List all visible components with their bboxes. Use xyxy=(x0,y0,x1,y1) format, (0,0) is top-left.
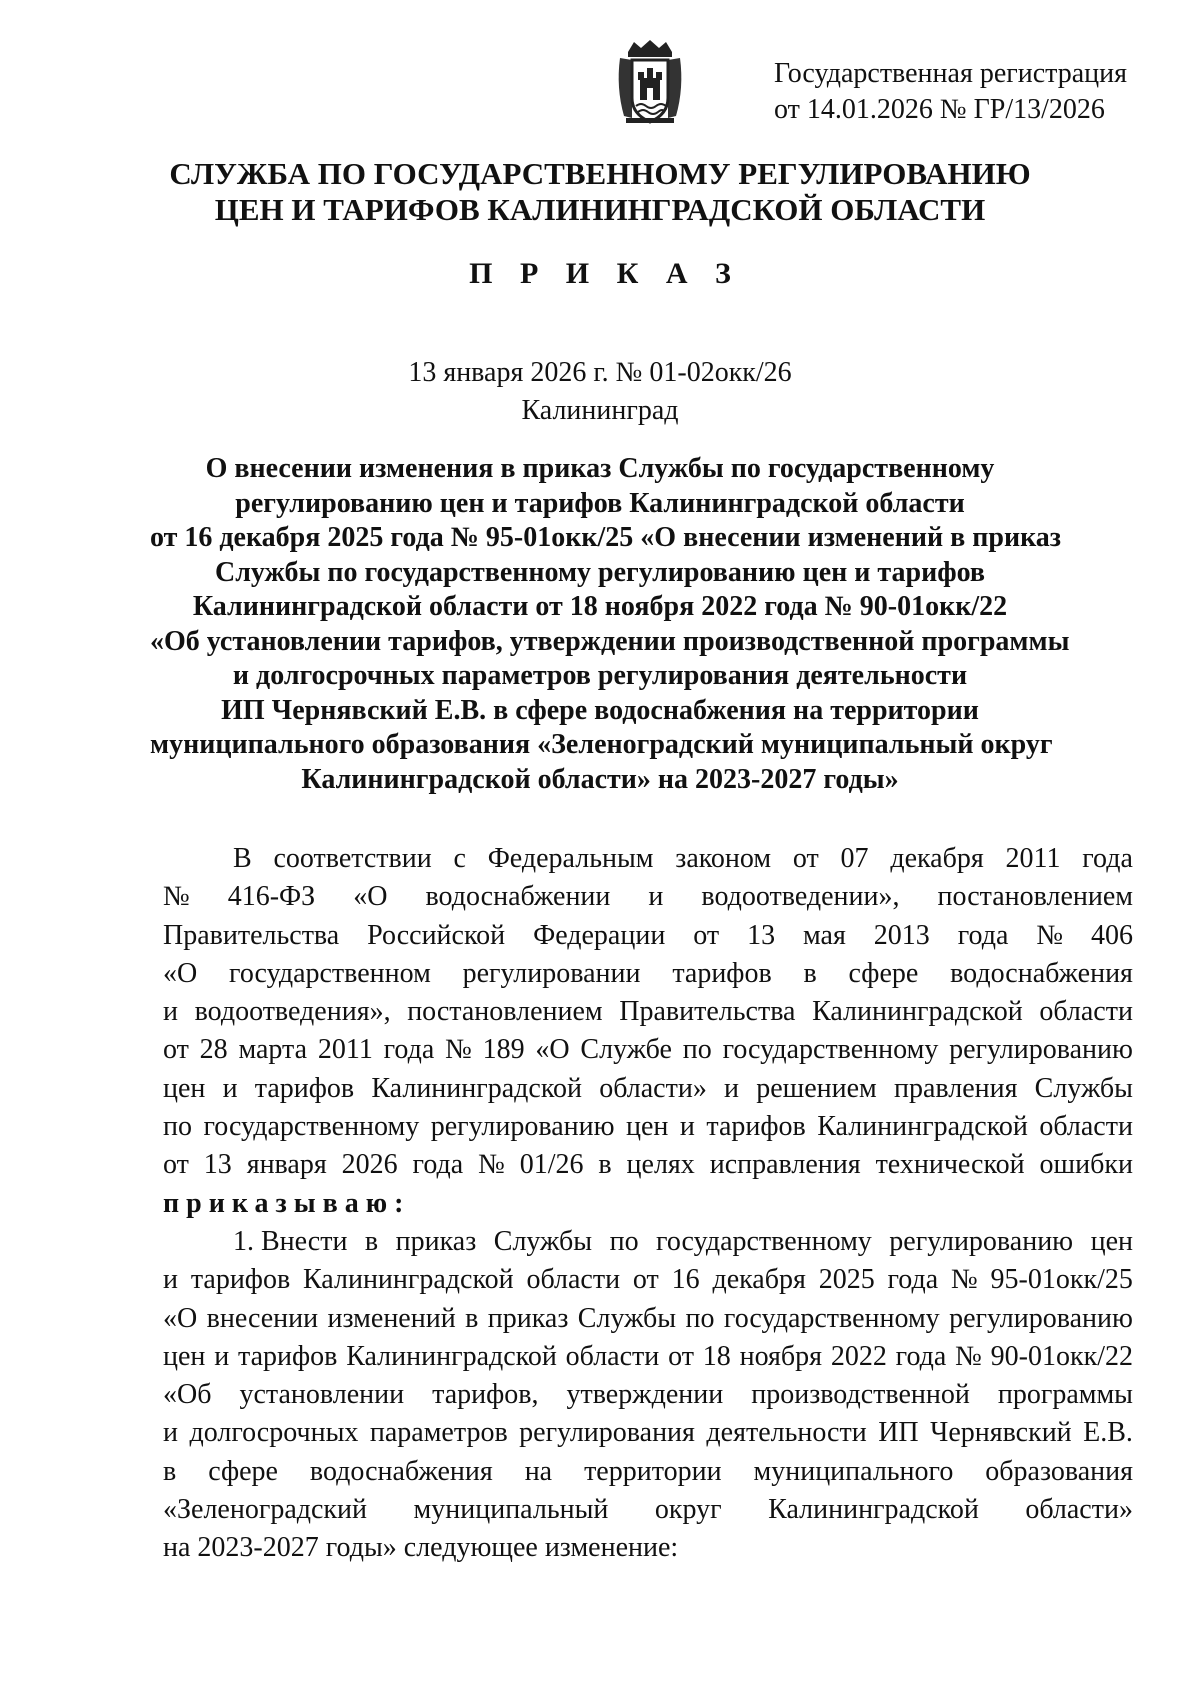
word: цен xyxy=(626,1111,669,1143)
text-line xyxy=(163,1031,1133,1069)
word: 18 xyxy=(702,1340,731,1372)
word: Калининградской xyxy=(812,996,1023,1028)
word: по xyxy=(682,1034,712,1066)
item-1-last-line xyxy=(163,1529,1133,1567)
word: от xyxy=(668,1340,694,1372)
word: соответствии xyxy=(273,843,432,874)
word: государственному xyxy=(656,1225,872,1257)
word: № xyxy=(951,1264,978,1296)
word: и xyxy=(724,1072,740,1104)
word: 2022 xyxy=(830,1340,887,1372)
word: приказ xyxy=(487,1302,569,1334)
word: в xyxy=(163,1455,177,1487)
word: водоотведении», xyxy=(701,881,900,913)
word: по xyxy=(163,1111,192,1143)
word: и xyxy=(679,1111,695,1143)
text-line xyxy=(163,1108,1133,1146)
word: от xyxy=(163,1149,189,1181)
word: № xyxy=(445,1034,472,1066)
word: от xyxy=(632,1264,659,1296)
subject-line: Калининградской области от 18 ноября 2022 года № 90-01окк/22 xyxy=(192,591,1008,622)
subject-line: О внесении изменения в приказ Службы по государственному xyxy=(205,453,995,484)
word: утверждении xyxy=(566,1379,724,1411)
registration-line-2: от 14.01.2026 № ГР/13/2026 xyxy=(774,94,1105,125)
text-line xyxy=(163,1261,1133,1299)
word: 2026 xyxy=(341,1149,398,1181)
word: декабря xyxy=(712,1264,806,1296)
word: Калининградской xyxy=(303,1264,514,1296)
word: «О xyxy=(535,1034,570,1066)
word: на xyxy=(524,1455,553,1487)
word: в xyxy=(364,1225,379,1257)
word: Калининградской xyxy=(371,1072,583,1104)
word: тарифов xyxy=(254,1072,355,1104)
word: января xyxy=(246,1149,327,1181)
text-line xyxy=(163,1070,1133,1108)
word: 2011 xyxy=(317,1034,373,1066)
word: 189 xyxy=(482,1034,525,1066)
word: области xyxy=(1039,1111,1133,1143)
word: Калининградской xyxy=(346,1340,557,1372)
word: тарифов xyxy=(706,1111,806,1143)
word: № xyxy=(955,1340,982,1372)
word: года xyxy=(887,1264,939,1296)
word: по xyxy=(609,1225,639,1257)
word: Калининградской xyxy=(817,1111,1028,1143)
word: внесении xyxy=(206,1302,319,1334)
order-subject xyxy=(150,452,1070,797)
word: в xyxy=(598,1149,612,1181)
text-line xyxy=(163,1453,1133,1491)
word: Службы xyxy=(493,1225,593,1257)
coat-of-arms-emblem xyxy=(614,38,686,126)
word: образования xyxy=(985,1455,1133,1487)
word: «Зеленоградский xyxy=(163,1494,367,1526)
item-1-last-text: на 2023-2027 годы» следующее изменение: xyxy=(163,1532,679,1564)
word: Е.В. xyxy=(1083,1417,1133,1449)
word: области xyxy=(1039,996,1133,1028)
word: Службе xyxy=(580,1034,672,1066)
word: в xyxy=(465,1302,479,1334)
text-line xyxy=(163,1300,1133,1338)
word: Чернявский xyxy=(930,1417,1072,1449)
word: 13 xyxy=(203,1149,232,1181)
word: решением xyxy=(756,1072,877,1104)
word: регулированию xyxy=(949,1034,1133,1066)
word: и xyxy=(163,1417,178,1449)
word: водоснабжения xyxy=(309,1455,493,1487)
text-line xyxy=(163,1223,1133,1261)
word: регулирования xyxy=(519,1417,695,1449)
word: водоснабжения xyxy=(950,957,1133,989)
word: тарифов, xyxy=(432,1379,539,1411)
word: Службы xyxy=(577,1302,677,1334)
word: Федеральным xyxy=(487,843,654,874)
word: цен xyxy=(1090,1225,1133,1257)
word: 16 xyxy=(671,1264,700,1296)
word: мая xyxy=(803,919,846,951)
date-and-number xyxy=(100,354,1100,430)
word: «О xyxy=(163,1302,198,1334)
word: целях xyxy=(626,1149,695,1181)
word: цен xyxy=(163,1072,206,1104)
word: регулированию xyxy=(949,1302,1133,1334)
word: государственном xyxy=(229,957,431,989)
word: Калининградской xyxy=(768,1494,979,1526)
word: государственному xyxy=(722,1034,939,1066)
word: «Об xyxy=(163,1379,212,1411)
preamble-paragraph xyxy=(163,840,1133,1185)
subject-line: от 16 декабря 2025 года № 95-01окк/25 «О внесении изменений в приказ xyxy=(150,522,1062,553)
word: исправления xyxy=(709,1149,861,1181)
word: Правительства xyxy=(619,996,796,1028)
word: 2011 xyxy=(1005,843,1061,874)
word: и xyxy=(648,881,664,913)
word: 28 xyxy=(199,1034,228,1066)
word: законом xyxy=(675,843,772,874)
word: области xyxy=(565,1340,660,1372)
word: водоотведения», xyxy=(194,996,391,1028)
word: с xyxy=(453,843,466,874)
word: года xyxy=(383,1034,435,1066)
word: 1. Внести xyxy=(233,1225,348,1257)
word: постановлением xyxy=(407,996,603,1028)
word: «О xyxy=(163,957,198,989)
word: государственному xyxy=(723,1302,940,1334)
organization-title xyxy=(100,156,1100,228)
item-1-paragraph xyxy=(163,1223,1133,1529)
word: установлении xyxy=(239,1379,405,1411)
subject-line: Службы по государственному регулированию цен и тарифов xyxy=(214,556,985,588)
word: тарифов xyxy=(190,1264,291,1296)
word: от xyxy=(163,1034,189,1066)
word: ноября xyxy=(739,1340,823,1372)
word: правления xyxy=(893,1072,1018,1104)
order-body xyxy=(163,840,1133,1568)
subject-line: и долгосрочных параметров регулирования деятельности xyxy=(232,660,968,691)
word: Правительства xyxy=(163,919,340,951)
word: цен xyxy=(163,1340,206,1372)
subject-line: ИП Чернявский Е.В. в сфере водоснабжения на территории xyxy=(221,694,979,726)
text-line xyxy=(163,955,1133,993)
word: и xyxy=(163,996,178,1028)
word: изменений xyxy=(327,1302,456,1334)
word: 2013 xyxy=(873,919,930,951)
word: регулированию xyxy=(889,1225,1074,1257)
word: марта xyxy=(238,1034,308,1066)
word: Российской xyxy=(367,919,506,951)
word: от xyxy=(792,843,819,874)
word: постановлением xyxy=(937,881,1133,913)
word: 01/26 xyxy=(519,1149,584,1181)
document-type: П Р И К А З xyxy=(469,257,741,290)
word: ИП xyxy=(878,1417,919,1449)
text-line xyxy=(163,878,1133,916)
word: округ xyxy=(654,1494,722,1526)
word: по xyxy=(685,1302,715,1334)
word: производственной xyxy=(751,1379,970,1411)
word: муниципальный xyxy=(413,1494,609,1526)
text-line xyxy=(163,993,1133,1031)
organization-line-1: СЛУЖБА ПО ГОСУДАРСТВЕННОМУ РЕГУЛИРОВАНИЮ xyxy=(169,156,1031,191)
word: декабря xyxy=(890,843,984,874)
order-word-line xyxy=(163,1185,1133,1223)
word: № xyxy=(1036,919,1064,951)
text-line xyxy=(163,917,1133,955)
word: в xyxy=(803,957,817,989)
subject-line: Калининградской области» на 2023-2027 годы» xyxy=(301,763,899,795)
order-date-number: 13 января 2026 г. № 01-02окк/26 xyxy=(408,357,792,388)
word: от xyxy=(693,919,720,951)
order-place: Калининград xyxy=(521,395,679,426)
word: сфере xyxy=(848,957,919,989)
word: тарифов xyxy=(672,957,772,989)
word: области» xyxy=(1025,1494,1133,1526)
word: долгосрочных xyxy=(189,1417,359,1449)
word: года xyxy=(412,1149,464,1181)
word: № xyxy=(478,1149,505,1181)
registration-stamp xyxy=(774,56,1154,128)
word: 90-01окк/22 xyxy=(990,1340,1133,1372)
word: муниципального xyxy=(753,1455,954,1487)
word: года xyxy=(957,919,1009,951)
subject-line: «Об установлении тарифов, утверждении производственной программы xyxy=(150,625,1070,657)
word: деятельности xyxy=(706,1417,867,1449)
word: года xyxy=(1082,843,1133,874)
word: приказ xyxy=(395,1225,477,1257)
word: 13 xyxy=(747,919,776,951)
word: водоснабжении xyxy=(425,881,611,913)
text-line xyxy=(163,1338,1133,1376)
registration-line-1: Государственная регистрация xyxy=(774,58,1127,89)
word: параметров xyxy=(369,1417,508,1449)
word: технической xyxy=(875,1149,1025,1181)
word: области» xyxy=(599,1072,707,1104)
word: территории xyxy=(584,1455,722,1487)
word: тарифов xyxy=(238,1340,338,1372)
word: 95-01окк/25 xyxy=(990,1264,1133,1296)
word: и xyxy=(222,1072,238,1104)
subject-line: муниципального образования «Зеленоградский муниципальный округ xyxy=(150,729,1053,760)
word: В xyxy=(233,843,252,874)
word: Службы xyxy=(1034,1072,1133,1104)
word: сфере xyxy=(208,1455,278,1487)
text-line xyxy=(163,1376,1133,1414)
word: ошибки xyxy=(1039,1149,1133,1181)
text-line xyxy=(163,1491,1133,1529)
text-line xyxy=(163,1414,1133,1452)
text-line xyxy=(163,840,1133,878)
word: регулировании xyxy=(462,957,641,989)
word: года xyxy=(895,1340,947,1372)
word: № xyxy=(163,881,190,913)
word: 406 xyxy=(1090,919,1133,951)
order-word: приказываю: xyxy=(163,1187,411,1219)
text-line xyxy=(163,1146,1133,1184)
subject-line: регулированию цен и тарифов Калининградской области xyxy=(235,487,965,519)
organization-line-2: ЦЕН И ТАРИФОВ КАЛИНИНГРАДСКОЙ ОБЛАСТИ xyxy=(214,192,986,227)
word: Федерации xyxy=(533,919,666,951)
word: 416-ФЗ xyxy=(227,881,316,913)
word: и xyxy=(163,1264,178,1296)
word: государственному xyxy=(203,1111,420,1143)
word: 07 xyxy=(840,843,869,874)
word: 2025 xyxy=(818,1264,875,1296)
word: «О xyxy=(353,881,388,913)
word: регулированию xyxy=(430,1111,615,1143)
word: программы xyxy=(997,1379,1133,1411)
word: и xyxy=(214,1340,230,1372)
word: области xyxy=(526,1264,621,1296)
